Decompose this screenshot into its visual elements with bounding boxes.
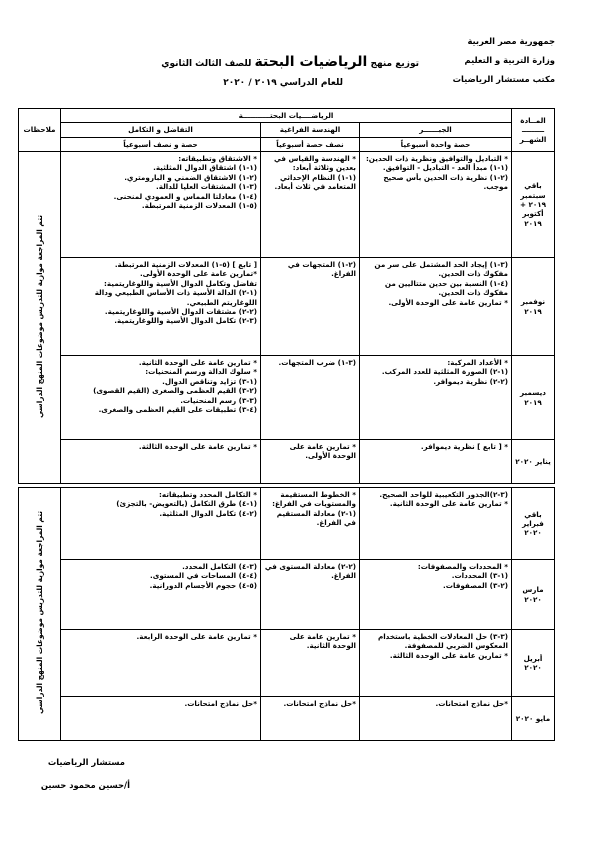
cell-line: * المحددات والمصفوفات: (417, 562, 508, 572)
cell-line: (٢-٢) نظرية ديموافر. (433, 376, 508, 386)
cell-line: * تمارين عامة على الوحدة الأولى. (289, 442, 356, 461)
cell-line: تفاضل وتكامل الدوال الأسية واللوغاريتمية: (104, 278, 257, 288)
table-row (19, 152, 555, 258)
table-row (19, 488, 555, 560)
term1-note-cell (19, 152, 61, 484)
calculus-cell (61, 152, 261, 258)
cell-line: (٥-٤) حجوم الأجسام الدورانية. (149, 580, 257, 590)
cell-line: * الخطوط المستقيمة والمستويات في الفراغ: (272, 490, 356, 509)
calculus-cell (61, 488, 261, 560)
calculus-cell (61, 356, 261, 440)
notes-header: ملاحظات (19, 109, 61, 152)
algebra-cell (360, 630, 512, 697)
cell-line: (١-٤) طرق التكامل (بالتعويض- بالتجزئ) (116, 499, 257, 509)
cell-line: (٤-٣) تطبيقات على القيم العظمى والصغرى. (98, 404, 257, 414)
cell-line: *حل نماذج امتحانات. (283, 699, 356, 709)
month-cell (512, 440, 555, 484)
cell-line: * الهندسة والقياس في بعدين وثلاثة أبعاد: (273, 154, 356, 173)
table-row (19, 697, 555, 741)
cell-line: (٢-٣) المصفوفات. (443, 580, 508, 590)
month-cell (512, 488, 555, 560)
cell-line: (٣-٢) تكامل الدوال الأسية واللوغاريتمية. (114, 316, 257, 326)
geometry-header: الهندسة الفراغية (261, 123, 360, 137)
signature-role: مستشار الرياضيات (47, 757, 125, 767)
cell-line: مايو ٢٠٢٠ (515, 713, 551, 723)
cell-line: (٣-١) ضرب المتجهات. (278, 358, 356, 368)
cell-line: (١-٣) المحددات. (451, 571, 508, 581)
cell-line: (٣-٣) حل المعادلات الخطية باستخدام المعكوس الضربي للمصفوفة. (377, 632, 508, 651)
cell-line: (٣-٤) التكامل المحدد. (182, 562, 257, 572)
algebra-cell (360, 488, 512, 560)
cell-line: (٤-٤) المساحات في المستوى. (150, 571, 257, 581)
cell-line: * [ تابع ] نظرية ديموافر. (420, 442, 508, 452)
table-row (19, 560, 555, 630)
month-cell (512, 697, 555, 741)
school-year: للعام الدراسي ٢٠١٩ / ٢٠٢٠ (223, 78, 343, 88)
cell-line: * الأعداد المركبة: (447, 358, 508, 368)
cell-line: (٢-٤) تكامل الدوال المثلثية. (159, 508, 257, 518)
algebra-cell (360, 152, 512, 258)
cell-line: (٢-٣) القيم العظمى والصغرى (القيم القصوى) (93, 386, 257, 396)
ministry-name: وزارة التربية و التعليم (464, 55, 555, 65)
cell-line: (٢-٢) معادلة المستوى في الفراغ. (264, 562, 356, 581)
cell-line: مارس ٢٠٢٠ (522, 585, 544, 604)
cell-line: (١-٢) الدالة الأسية ذات الأساس الطبيعي ودالة اللوغاريتم الطبيعي. (94, 288, 257, 307)
cell-line: * سلوك الدالة ورسم المنحنيات: (145, 367, 257, 377)
title-main: الرياضيات البحتة (254, 54, 368, 70)
country-name: جمهورية مصر العربية (467, 36, 555, 46)
cell-line: (١-١) النظام الإحداثي المتعامد في ثلاث أبعاد. (274, 172, 356, 192)
cell-line: (٤-١) النسبة بين حدين متتاليين من مفكوك ذات الحدين. (384, 278, 508, 298)
title-post: للصف الثالث الثانوي (161, 59, 252, 69)
cell-line: * تمارين عامة على الوحدة الثالثة. (389, 650, 508, 660)
cell-line: باقي سبتمبر ٢٠١٩ + أكتوبر ٢٠١٩ (519, 181, 547, 228)
term2-note: تتم المراجعة موازية للتدريس موضوعات المنهج الدراسي (34, 511, 44, 715)
cell-line: (١-١) اشتقاق الدوال المثلثية. (153, 163, 257, 173)
algebra-cell (360, 258, 512, 356)
term1-note: تتم المراجعة موازية للتدريس موضوعات المنهج الدراسي (34, 214, 44, 418)
geometry-cell (261, 356, 360, 440)
signature-name: أ/حسين محمود حسين (40, 780, 130, 790)
title-pre: توزيع منهج (370, 59, 419, 69)
cell-line: * الاشتقاق وتطبيقاته: (178, 154, 257, 164)
algebra-cell (360, 440, 512, 484)
table-row (19, 356, 555, 440)
cell-line: (٤-١) معادلتا المماس و العمودي لمنحنى. (113, 191, 257, 201)
subject-month-header: المــادة ـــــــــ الشهــر (512, 109, 555, 152)
geometry-cell (261, 152, 360, 258)
month-cell (512, 152, 555, 258)
geometry-cell (261, 697, 360, 741)
cell-line: (١-٢) الصورة المثلثية للعدد المركب. (381, 367, 508, 377)
calculus-cell (61, 630, 261, 697)
geometry-cell (261, 630, 360, 697)
cell-line: يناير ٢٠٢٠ (515, 456, 551, 466)
cell-line: * تمارين عامة على الوحدة الثانية. (289, 632, 356, 651)
algebra-header: الجبــــــر (360, 123, 512, 137)
cell-line: (٥-١) المعدلات الزمنية المرتبطة. (141, 200, 257, 210)
cell-line: *تمارين عامة على الوحدة الأولى. (139, 269, 257, 279)
cell-line: * تمارين عامة على الوحدة الرابعة. (136, 632, 257, 642)
geometry-cell (261, 258, 360, 356)
algebra-periods: حصة واحدة أسبوعياً (360, 137, 512, 151)
cell-line: * تمارين عامة على الوحدة الثانية. (389, 499, 508, 509)
office-name: مكتب مستشار الرياضيات (452, 74, 555, 84)
algebra-cell (360, 697, 512, 741)
cell-line: * تمارين عامة على الوحدة الأولى. (388, 297, 508, 307)
cell-line: *حل نماذج امتحانات. (184, 699, 257, 709)
month-cell (512, 356, 555, 440)
calculus-periods: حصة و نصف أسبوعياً (61, 137, 261, 151)
subject-name-header: الرياضــــيات البحتـــــــــــة (61, 109, 512, 123)
month-cell (512, 258, 555, 356)
cell-line: (٢-١) الاشتقاق الضمني و البارومتري. (124, 172, 257, 182)
geometry-cell (261, 560, 360, 630)
geometry-periods: نصف حصة أسبوعياً (261, 137, 360, 151)
geometry-cell (261, 440, 360, 484)
cell-line: باقي فبراير ٢٠٢٠ (522, 509, 544, 538)
cell-line: (٣-٣) رسم المنحنيات. (180, 395, 257, 405)
geometry-cell (261, 488, 360, 560)
cell-line: * التكامل المحدد وتطبيقاته: (159, 490, 257, 500)
cell-line: أبريل ٢٠٢٠ (523, 653, 543, 673)
calculus-header: التفاضل و التكامل (61, 123, 261, 137)
calculus-cell (61, 560, 261, 630)
algebra-cell (360, 560, 512, 630)
cell-line: (١-٣) تزايد وتناقص الدوال. (162, 376, 257, 386)
calculus-cell (61, 258, 261, 356)
cell-line: (١-٢) معادلة المستقيم في الفراغ. (276, 508, 356, 528)
table-row (19, 440, 555, 484)
term2-note-cell (19, 488, 61, 741)
cell-line: * تمارين عامة على الوحدة الثالثة. (138, 442, 257, 452)
curriculum-table (18, 108, 555, 741)
table-row (19, 258, 555, 356)
cell-line: * التباديل والتوافيق ونظرية ذات الحدين: (365, 154, 508, 164)
cell-line: (٢-٢) مشتقات الدوال الأسية واللوغاريتمية. (104, 306, 257, 316)
cell-line: * تمارين عامة على الوحدة الثانية. (138, 358, 257, 368)
cell-line: (٣-١) المشتقات العليا للدالة. (155, 182, 257, 192)
calculus-cell (61, 697, 261, 741)
table-row (19, 630, 555, 697)
cell-line: (١-١) مبدأ العد - التباديل - التوافيق. (382, 163, 508, 173)
cell-line: (٣-٢)الجذور التكعيبية للواحد الصحيح. (379, 490, 508, 500)
cell-line: (٢-١) المتجهات في الفراغ. (287, 260, 356, 279)
cell-line: ديسمبر ٢٠١٩ (520, 388, 546, 407)
calculus-cell (61, 440, 261, 484)
cell-line: [ تابع ] (٥-١) المعدلات الزمنية المرتبطة. (114, 260, 257, 270)
cell-line: نوفمبر ٢٠١٩ (520, 297, 546, 316)
cell-line: (٢-١) نظرية ذات الحدين بأس صحيح موجب. (383, 172, 508, 192)
algebra-cell (360, 356, 512, 440)
document-title (161, 55, 419, 69)
month-cell (512, 560, 555, 630)
month-cell (512, 630, 555, 697)
cell-line: *حل نماذج امتحانات. (435, 699, 508, 709)
cell-line: (٣-١) إيجاد الحد المشتمل على سر من مفكوك ذات الحدين. (374, 260, 508, 279)
header-org (453, 37, 555, 94)
